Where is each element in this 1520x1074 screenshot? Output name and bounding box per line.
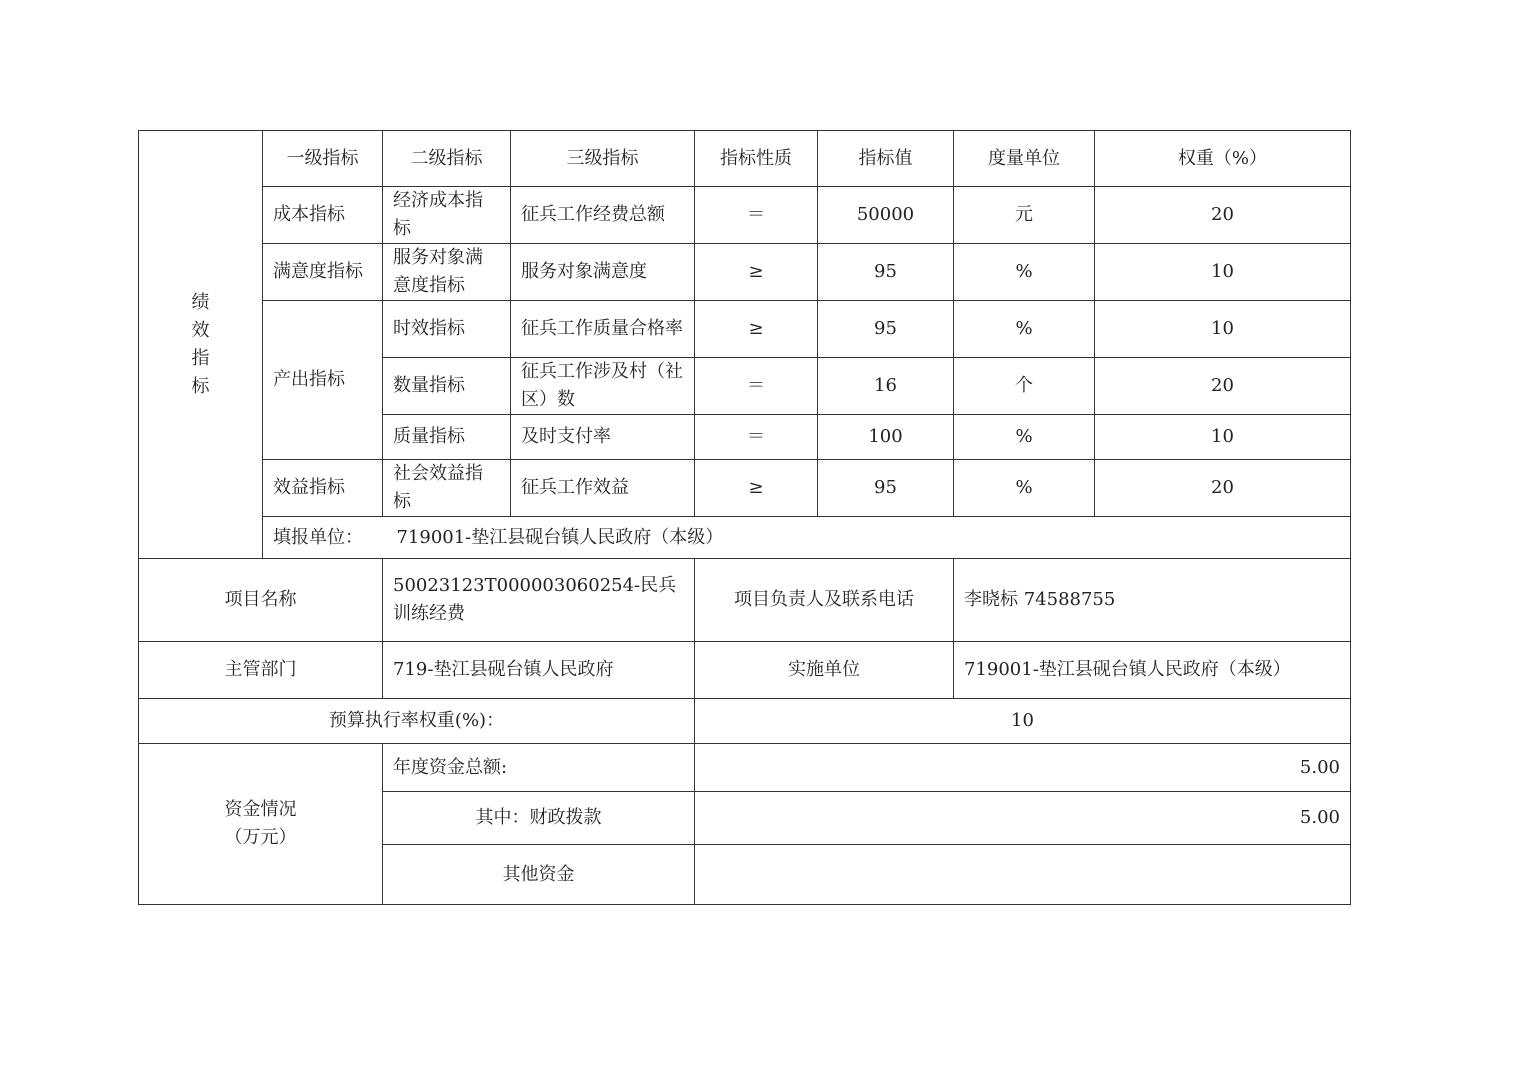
funds-label-line1: 资金情况 [224, 799, 297, 820]
cell-value: 95 [818, 244, 954, 301]
performance-table [138, 130, 1351, 905]
cell-value: 100 [818, 415, 954, 460]
cell-level2: 时效指标 [383, 301, 511, 358]
cell-nature: ＝ [695, 187, 818, 244]
cell-unit: % [954, 460, 1095, 517]
header-level1: 一级指标 [263, 131, 383, 187]
cell-unit: 个 [954, 358, 1095, 415]
impl-value: 719001-垫江县砚台镇人民政府（本级） [954, 642, 1351, 699]
filler-row [139, 517, 1351, 559]
impl-label: 实施单位 [695, 642, 954, 699]
cell-unit: % [954, 415, 1095, 460]
header-unit: 度量单位 [954, 131, 1095, 187]
fiscal-label: 其中：财政拨款 [383, 792, 695, 845]
header-level3: 三级指标 [511, 131, 695, 187]
cell-nature: ＝ [695, 415, 818, 460]
side-char: 指 [191, 347, 210, 369]
cell-level1: 成本指标 [263, 187, 383, 244]
other-value [695, 845, 1351, 905]
cell-weight: 20 [1095, 187, 1351, 244]
cell-weight: 20 [1095, 460, 1351, 517]
cell-level3: 及时支付率 [511, 415, 695, 460]
cell-weight: 20 [1095, 358, 1351, 415]
cell-level2: 质量指标 [383, 415, 511, 460]
department-row [139, 642, 1351, 699]
cell-level1: 效益指标 [263, 460, 383, 517]
project-name-label: 项目名称 [139, 559, 383, 642]
filler-cell [263, 517, 1351, 559]
cell-value: 16 [818, 358, 954, 415]
cell-weight: 10 [1095, 244, 1351, 301]
contact-label: 项目负责人及联系电话 [695, 559, 954, 642]
budget-label: 预算执行率权重(%)： [139, 699, 695, 744]
cell-nature: ≥ [695, 301, 818, 358]
table-header-row [139, 131, 1351, 187]
perf-side-label [139, 131, 263, 559]
cell-weight: 10 [1095, 415, 1351, 460]
annual-label: 年度资金总额: [383, 744, 695, 792]
cell-value: 95 [818, 460, 954, 517]
cell-level3: 征兵工作涉及村（社区）数 [511, 358, 695, 415]
funds-row [139, 744, 1351, 792]
dept-value: 719-垫江县砚台镇人民政府 [383, 642, 695, 699]
header-weight: 权重（%） [1095, 131, 1351, 187]
table-row [139, 460, 1351, 517]
funds-label-line2: （万元） [224, 827, 297, 848]
fiscal-value: 5.00 [695, 792, 1351, 845]
side-char: 标 [191, 375, 210, 397]
table-row [139, 187, 1351, 244]
table-row [139, 244, 1351, 301]
filler-value: 719001-垫江县砚台镇人民政府（本级） [396, 526, 724, 548]
dept-label: 主管部门 [139, 642, 383, 699]
budget-value: 10 [695, 699, 1351, 744]
cell-nature: ≥ [695, 460, 818, 517]
filler-label: 填报单位： [273, 526, 363, 548]
cell-level3: 征兵工作经费总额 [511, 187, 695, 244]
header-level2: 二级指标 [383, 131, 511, 187]
cell-weight: 10 [1095, 301, 1351, 358]
budget-row [139, 699, 1351, 744]
header-value: 指标值 [818, 131, 954, 187]
cell-level2: 数量指标 [383, 358, 511, 415]
cell-nature: ＝ [695, 358, 818, 415]
side-char: 效 [191, 319, 210, 341]
cell-level2: 经济成本指标 [383, 187, 511, 244]
cell-unit: 元 [954, 187, 1095, 244]
cell-value: 50000 [818, 187, 954, 244]
table-row [139, 301, 1351, 358]
funds-label [139, 744, 383, 905]
project-name-row [139, 559, 1351, 642]
cell-level2: 社会效益指标 [383, 460, 511, 517]
performance-form [138, 130, 1350, 905]
cell-level1: 产出指标 [263, 301, 383, 460]
cell-level3: 服务对象满意度 [511, 244, 695, 301]
contact-value: 李晓标 74588755 [954, 559, 1351, 642]
cell-unit: % [954, 244, 1095, 301]
annual-value: 5.00 [695, 744, 1351, 792]
cell-level2: 服务对象满意度指标 [383, 244, 511, 301]
side-char: 绩 [191, 291, 210, 313]
other-label: 其他资金 [383, 845, 695, 905]
cell-unit: % [954, 301, 1095, 358]
project-name-value: 50023123T000003060254-民兵训练经费 [383, 559, 695, 642]
cell-level3: 征兵工作质量合格率 [511, 301, 695, 358]
cell-level3: 征兵工作效益 [511, 460, 695, 517]
cell-nature: ≥ [695, 244, 818, 301]
cell-level1: 满意度指标 [263, 244, 383, 301]
header-nature: 指标性质 [695, 131, 818, 187]
cell-value: 95 [818, 301, 954, 358]
